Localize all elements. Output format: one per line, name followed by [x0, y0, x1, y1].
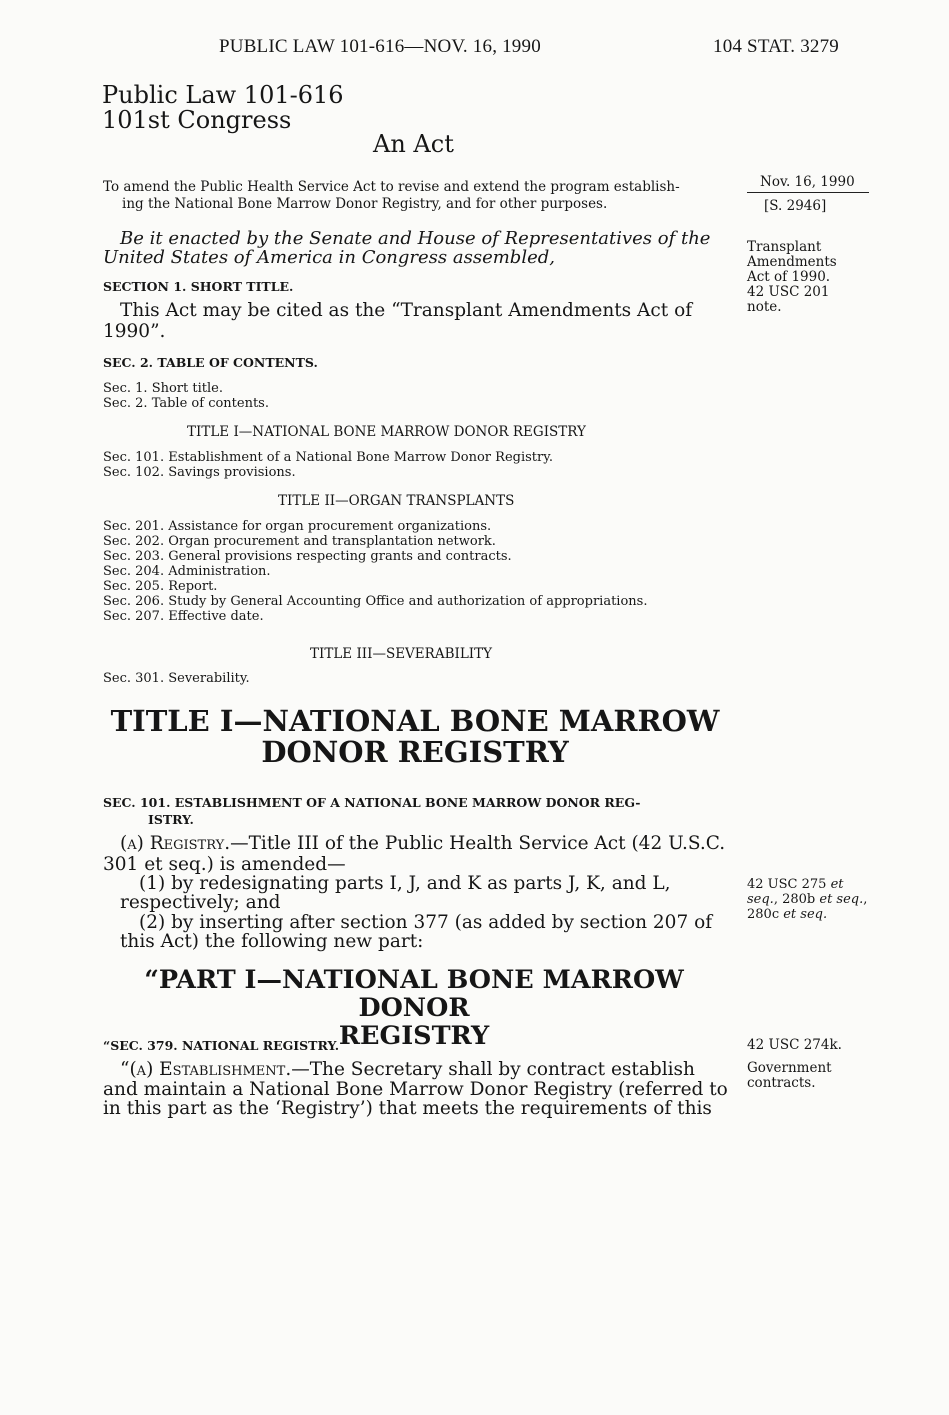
margin-date: Nov. 16, 1990 [760, 174, 855, 190]
margin-government-contracts: Government contracts. [747, 1060, 832, 1091]
toc-item: Sec. 301. Severability. [103, 671, 250, 686]
margin-rule [747, 192, 869, 193]
sec-379-heading: “SEC. 379. NATIONAL REGISTRY. [103, 1038, 340, 1053]
toc-title-1 [103, 450, 553, 480]
toc-item: Sec. 101. Establishment of a National Bone Marrow Donor Registry. [103, 450, 553, 465]
toc-item: Sec. 204. Administration. [103, 564, 271, 579]
margin-bill: [S. 2946] [764, 198, 827, 214]
sec-101-p2-line-2: this Act) the following new part: [120, 931, 424, 952]
margin-usc-275: 42 USC 275 et seq., 280b et seq., 280c et seq. [747, 877, 868, 922]
an-act-heading: An Act [373, 130, 454, 158]
enacting-line-2: United States of America in Congress assembled, [103, 247, 555, 268]
section-1-heading: SECTION 1. SHORT TITLE. [103, 279, 294, 294]
section-2-heading: SEC. 2. TABLE OF CONTENTS. [103, 355, 318, 370]
sec-101-a-line-1: (a) Registry.—Title III of the Public Health Service Act (42 U.S.C. [120, 833, 726, 854]
sec-101-heading-line-2: ISTRY. [148, 812, 194, 827]
congress-number: 101st Congress [102, 106, 292, 134]
toc-item: Sec. 202. Organ procurement and transplantation network. [103, 534, 496, 549]
sec-379-line-1: “(a) Establishment.—The Secretary shall by contract establish [120, 1059, 695, 1080]
toc-item: Sec. 206. Study by General Accounting Office and authorization of appropriations. [103, 594, 648, 609]
law-number: Public Law 101-616 [102, 81, 344, 109]
sec-101-p1-line-1: (1) by redesignating parts I, J, and K as parts J, K, and L, [139, 873, 671, 894]
section-1-line-2: 1990”. [103, 321, 166, 342]
toc-title-3 [103, 671, 250, 686]
caption-line-1: To amend the Public Health Service Act to revise and extend the program establish- [103, 179, 680, 195]
sec-379-line-3: in this part as the ‘Registry’) that meets the requirements of this [103, 1098, 712, 1119]
section-1-line-1: This Act may be cited as the “Transplant Amendments Act of [120, 300, 693, 321]
toc-title-2-heading: TITLE II—ORGAN TRANSPLANTS [278, 493, 515, 509]
margin-short-title-note: Transplant Amendments Act of 1990. 42 USC 201 note. [747, 239, 837, 315]
toc-item: Sec. 102. Savings provisions. [103, 465, 296, 480]
margin-usc-274k: 42 USC 274k. [747, 1037, 842, 1053]
toc-item: Sec. 1. Short title. [103, 381, 223, 396]
toc-title-1-heading: TITLE I—NATIONAL BONE MARROW DONOR REGISTRY [187, 424, 586, 440]
sec-101-a-line-2: 301 et seq.) is amended— [103, 854, 346, 875]
toc-item: Sec. 207. Effective date. [103, 609, 264, 624]
caption-line-2: ing the National Bone Marrow Donor Registry, and for other purposes. [122, 196, 608, 212]
sec-101-p2-line-1: (2) by inserting after section 377 (as added by section 207 of [139, 912, 713, 933]
toc-item: Sec. 205. Report. [103, 579, 218, 594]
stat-reference: 104 STAT. 3279 [713, 36, 840, 57]
toc-title-3-heading: TITLE III—SEVERABILITY [310, 646, 493, 662]
toc-item: Sec. 201. Assistance for organ procurement organizations. [103, 519, 492, 534]
sec-101-p1-line-2: respectively; and [120, 892, 281, 913]
toc-item: Sec. 2. Table of contents. [103, 396, 269, 411]
title-i-heading: TITLE I—NATIONAL BONE MARROW DONOR REGISTRY [110, 704, 720, 769]
toc-title-2 [103, 519, 647, 624]
toc-item: Sec. 203. General provisions respecting grants and contracts. [103, 549, 512, 564]
part-i-heading: “PART I—NATIONAL BONE MARROW DONOR REGISTRY [144, 965, 684, 1051]
sec-379-line-2: and maintain a National Bone Marrow Donor Registry (referred to [103, 1079, 728, 1100]
toc-general [103, 381, 269, 411]
running-title: PUBLIC LAW 101-616—NOV. 16, 1990 [219, 36, 541, 57]
enacting-line-1: Be it enacted by the Senate and House of Representatives of the [120, 228, 711, 249]
sec-101-heading-line-1: SEC. 101. ESTABLISHMENT OF A NATIONAL BONE MARROW DONOR REG- [103, 795, 641, 810]
